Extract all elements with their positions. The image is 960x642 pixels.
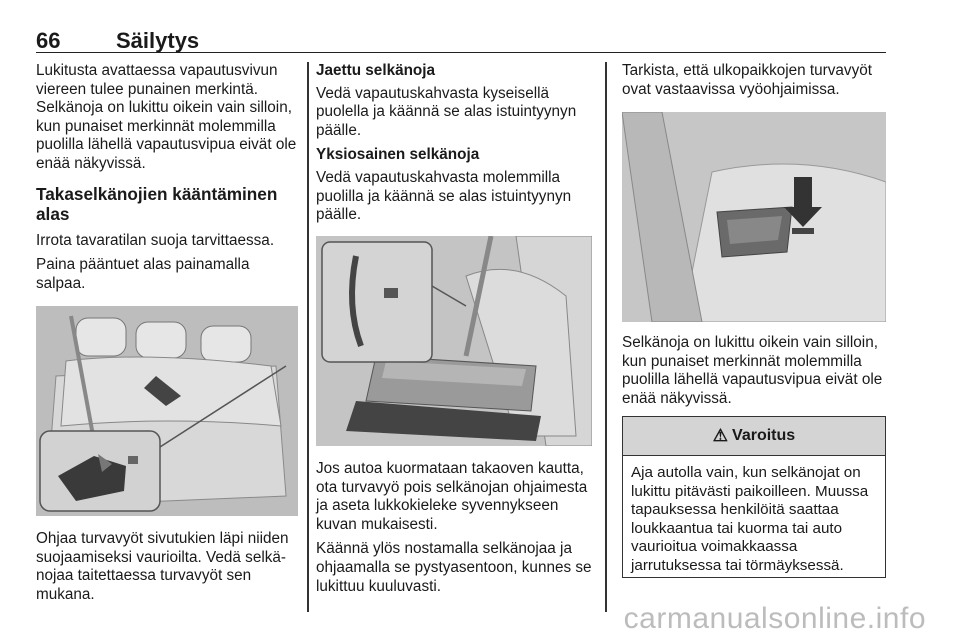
warning-triangle-icon: ⚠ <box>712 426 729 445</box>
warning-title: Varoitus <box>732 427 796 444</box>
subheading: Yksiosainen selkänoja <box>316 146 480 164</box>
page-number: 66 <box>36 28 61 53</box>
warning-body <box>623 456 885 576</box>
column-left <box>36 62 298 299</box>
paragraph: Käännä ylös nostamalla selkänojaa ja ohjaamalla se pystyasentoon, kunnes se lukittuu kuuluvasti. <box>316 540 592 595</box>
column-right <box>622 62 888 105</box>
figure-folded-seat <box>316 236 592 446</box>
section-title: Säilytys <box>116 28 200 53</box>
column-divider <box>605 62 607 612</box>
paragraph: Jos autoa kuormataan takaoven kautta, ota turvavyö pois selkänojan ohjaimesta ja aseta lukkokieleke syvennykseen kuvan mukaisesti. <box>316 460 588 533</box>
warning-box <box>622 416 886 578</box>
paragraph: Paina pääntuet alas painamalla salpaa. <box>36 256 250 292</box>
paragraph: Vedä vapautuskahvasta kyseisellä puolella ja käännä se alas istuintyynyn päälle. <box>316 84 577 139</box>
paragraph: Selkänoja on lukittu oikein vain silloin, kun punaiset merkinnät molemmilla puolilla lähellä vapautusvipua eivät ole enää näkyvissä. <box>622 334 883 407</box>
warning-text: Aja autolla vain, kun selkänojat on lukittu pitävästi paikoilleen. Muussa tapauksessa henkilöitä saattaa loukkaantua tai kuorma tai auto vaurioitua voimakkaassa jarrutuksessa tai törmäyksessä. <box>631 464 869 574</box>
paragraph: Tarkista, että ulkopaikkojen turvavyöt ovat vastaavissa vyöohjaimissa. <box>622 62 872 98</box>
subheading: Jaettu selkänoja <box>316 62 436 79</box>
page-header <box>36 18 886 53</box>
watermark: carmanualsonline.info <box>623 602 926 635</box>
column-left-lower <box>36 530 298 610</box>
column-middle <box>316 62 592 231</box>
figure-headrests-seatbelt <box>36 306 298 516</box>
subheading: Takaselkänojien kääntäminen alas <box>36 183 278 224</box>
paragraph: Lukitusta avattaessa vapautusvivun viereen tulee punainen merkintä. Selkänoja on lukittu oikein vain silloin, kun punaiset merkinnät molemmilla puolilla lähellä vapautusvipua eivät ole enää näkyvissä. <box>36 62 297 172</box>
paragraph: Ohjaa turvavyöt sivutukien läpi niiden suojaamiseksi vaurioilta. Vedä selkänojaa taitettaessa turvavyöt sen mukana. <box>36 530 289 603</box>
column-divider <box>307 62 309 612</box>
figure-belt-guide <box>622 112 886 322</box>
paragraph: Vedä vapautuskahvasta molemmilla puolilla ja käännä se alas istuintyynyn päälle. <box>316 168 572 224</box>
column-right-lower <box>622 334 888 414</box>
column-middle-lower <box>316 460 592 602</box>
paragraph: Irrota tavaratilan suoja tarvittaessa. <box>36 231 275 249</box>
warning-header <box>623 417 885 456</box>
